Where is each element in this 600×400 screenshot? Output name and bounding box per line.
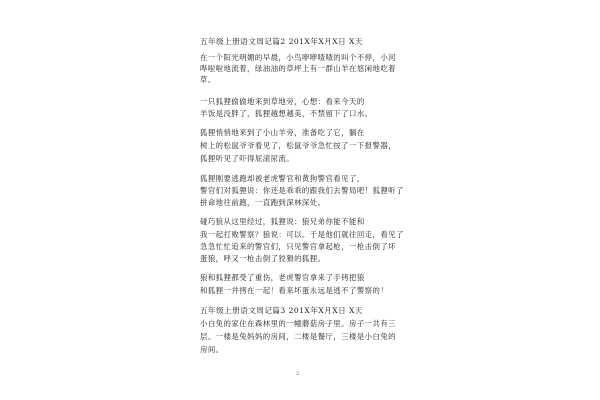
paragraph-line: 在一个阳光明媚的早晨，小鸟咿咿喳喳的叫个不停，小河 (200, 53, 397, 62)
paragraph-line: 和狐狸一并拷在一起！看来坏蛋永远是逃不了警察的！ (200, 286, 389, 295)
paragraph-line: 树上的松鼠爷爷看见了，松鼠爷爷急忙按了一下报警器， (200, 141, 397, 150)
paragraph-line: 拼命地往前跑，一直跑到深林深处。 (200, 198, 326, 207)
paragraph-line: 蛋狼，呼又一枪击倒了狡猾的狐狸。 (200, 254, 326, 263)
paragraph-line: 层。一楼是兔妈妈的房间，二楼是餐厅，三楼是小白兔的 (200, 332, 397, 341)
heading-journal-3: 五年级上册语文周记篇3 201X年X月X日 X天 (200, 306, 363, 315)
paragraph-line: 急急忙忙追来的警官们，只见警官拿起枪，一枪击倒了坏 (200, 242, 397, 251)
paragraph-line: 草。 (200, 75, 216, 84)
paragraph-line: 碰巧狼从这里经过，狐狸说：狼兄弟你能不能和 (200, 217, 365, 226)
paragraph-line: 一只狐狸偷偷地来到草地旁，心想：看来今天的 (200, 97, 365, 106)
heading-journal-2: 五年级上册语文周记篇2 201X年X月X日 X天 (200, 37, 363, 46)
paragraph-line: 狼和狐狸都受了重伤，老虎警官拿来了手铐把狼 (200, 273, 365, 282)
paragraph-line: 小白兔的家住在森林里的一幢蘑菇房子里。房子一共有三 (200, 319, 397, 328)
paragraph-line: 狐狸悄悄地来到了小山羊旁，准备吃了它，躺在 (200, 128, 365, 137)
paragraph-line: 房间。 (200, 345, 224, 354)
paragraph-line: 狐狸听见了吓得屁滚尿流。 (200, 154, 295, 163)
paragraph-line: 警官们对狐狸说：你还是乖乖的跟我们去警局吧！狐狸听了 (200, 186, 404, 195)
paragraph-line: 我一起打败警察？狼说：可以。于是他们就往回走，看见了 (200, 230, 404, 239)
page-number: 2 (296, 371, 300, 377)
paragraph-line: 哗啦啦地流着，绿油油的草坪上有一群山羊在悠闲地吃着 (200, 64, 397, 73)
paragraph-line: 狐狸刚要逃跑却被老虎警官和黄狗警官看见了， (200, 174, 365, 183)
paragraph-line: 羊饭是没胖了，狐狸越想越美，不禁留下了口水。 (200, 109, 373, 118)
